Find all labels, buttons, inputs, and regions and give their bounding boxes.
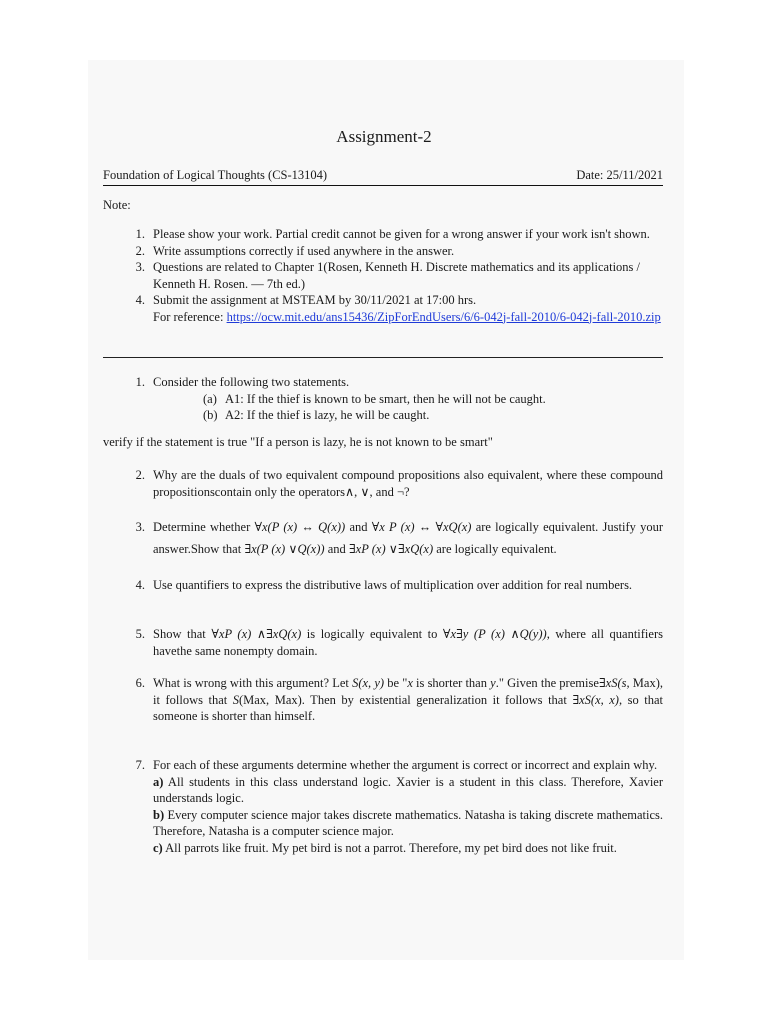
course-name: Foundation of Logical Thoughts (CS-13104) — [103, 168, 328, 182]
reference-line — [103, 309, 663, 326]
verify-statement: verify if the statement is true "If a person is lazy, he is not known to be smart" — [103, 435, 493, 449]
page-title: Assignment-2 — [336, 127, 432, 146]
reference-link[interactable]: https://ocw.mit.edu/ans15436/ZipForEndUsers/6/6-042j-fall-2010/6-042j-fall-2010.zip — [226, 309, 661, 324]
note-item: 1. Please show your work. Partial credit cannot be given for a wrong answer if your work isn't shown. — [135, 227, 650, 241]
question-1-a: (a) A1: If the thief is known to be smart, then he will not be caught. — [203, 391, 546, 406]
q7-item-c: c) All parrots like fruit. My pet bird is not a parrot. Therefore, my pet bird does not like fruit. — [153, 840, 617, 855]
question-4: 4. Use quantifiers to express the distributive laws of multiplication over addition for real numbers. — [135, 578, 633, 592]
question-5: 5. Show that ∀xP (x) ∧∃xQ(x) is logically equivalent to ∀x∃y (P (x) ∧Q(y)), where all quantifiers havethe same nonempty domain. — [135, 627, 663, 658]
question-7: 7. For each of these arguments determine whether the argument is correct or incorrect and explain why. a) All students in this class understand logic. Xavier is a student in this class. Therefore, Xavier understands logic. b) Every computer science major takes discrete mathematics. Natasha is taking discrete mathematics. Therefore, Natasha is a computer science major. c) All parrots like fruit. My pet bird is not a parrot. Therefore, my pet bird does not like fruit. — [135, 758, 663, 855]
note-label: Note: — [103, 198, 131, 212]
header-row — [103, 168, 663, 186]
reference-label: For reference: — [153, 309, 227, 324]
question-3: 3. Determine whether ∀x(P (x) ↔ Q(x)) and ∀x P (x) ↔ ∀xQ(x) are logically equivalent. Justify your answer.Show that ∃x(P (x) ∨Q(x)) and ∃xP (x) ∨∃xQ(x) are logically equivalent. — [135, 520, 663, 556]
divider — [103, 357, 663, 358]
note-item: 2. Write assumptions correctly if used anywhere in the answer. — [135, 243, 455, 258]
question-1: 1. Consider the following two statements. (a) A1: If the thief is known to be smart, then he will not be caught. (b) A2: If the thief is lazy, he will be caught. — [103, 374, 663, 424]
q7-item-a: a) All students in this class understand logic. Xavier is a student in this class. Therefore, Xavier understands logic. — [153, 774, 663, 805]
notes-list — [103, 226, 663, 325]
q7-item-b: b) Every computer science major takes discrete mathematics. Natasha is taking discrete mathematics. Therefore, Natasha is a computer science major. — [153, 807, 663, 838]
note-item: 3. Questions are related to Chapter 1(Rosen, Kenneth H. Discrete mathematics and its applications / Kenneth H. Rosen. — 7th ed.) — [135, 260, 641, 291]
question-1-b: (b) A2: If the thief is lazy, he will be caught. — [203, 408, 430, 422]
due-date: Date: 25/11/2021 — [576, 168, 663, 182]
note-item: 4. Submit the assignment at MSTEAM by 30/11/2021 at 17:00 hrs. — [135, 293, 477, 307]
question-6: 6. What is wrong with this argument? Let S(x, y) be "x is shorter than y." Given the premise∃xS(s, Max), it follows that S(Max, Max). Then by existential generalization it follows that ∃xS(x, x), so that someone is shorter than himself. — [135, 676, 663, 723]
question-2: 2. Why are the duals of two equivalent compound propositions also equivalent, where these compound propositionscontain only the operators∧, ∨, and ¬? — [135, 468, 663, 499]
